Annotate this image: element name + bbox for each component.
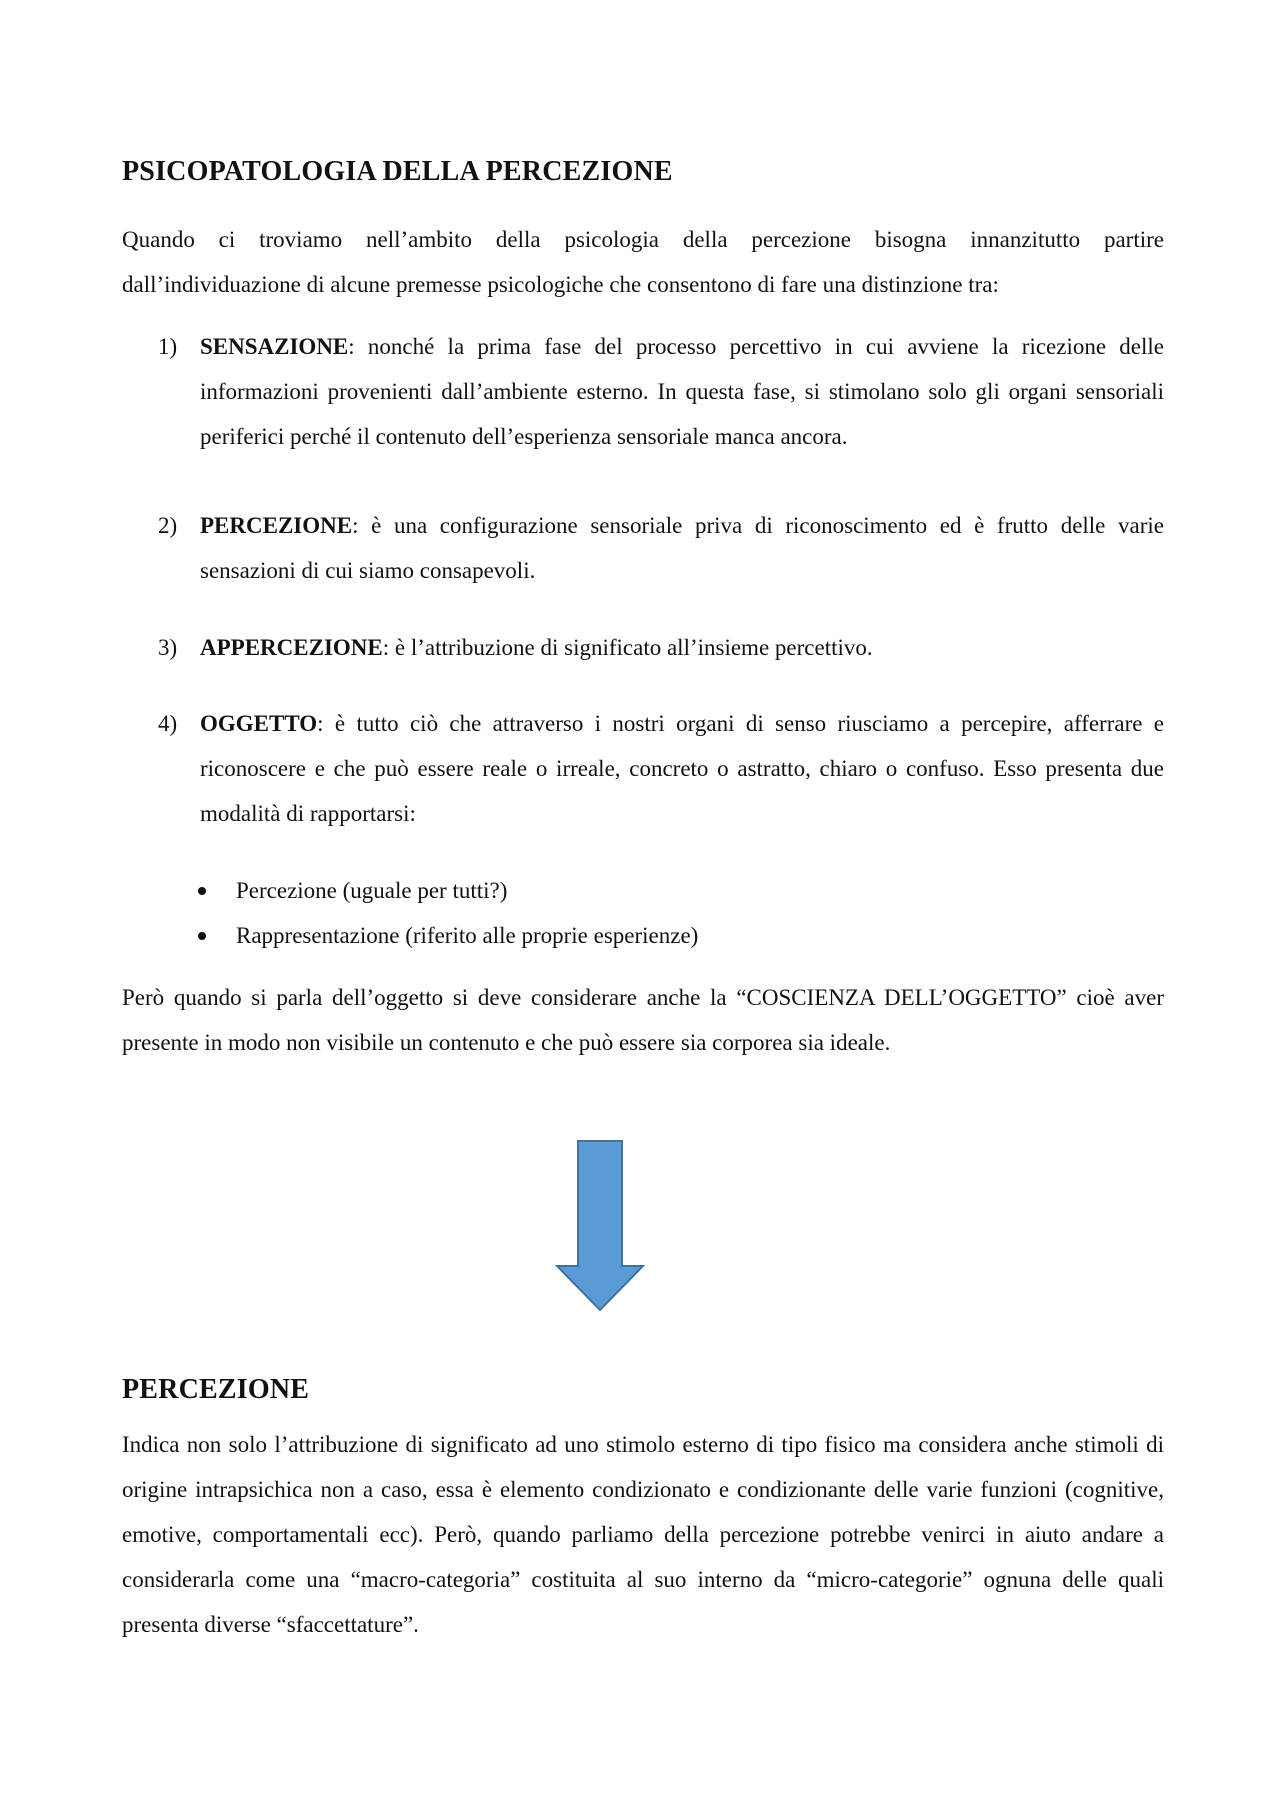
list-item-number: 4) bbox=[158, 711, 178, 736]
list-item-body bbox=[200, 503, 1164, 593]
list-item-term: APPERCEZIONE bbox=[200, 635, 383, 660]
list-item-number: 3) bbox=[158, 635, 178, 660]
bullet-item bbox=[198, 868, 507, 913]
section-title-percezione: PERCEZIONE bbox=[122, 1374, 310, 1405]
page-title: PSICOPATOLOGIA DELLA PERCEZIONE bbox=[122, 156, 673, 187]
list-item-term: SENSAZIONE bbox=[200, 334, 349, 359]
list-item-number: 2) bbox=[158, 513, 178, 538]
bullet-text: Percezione (uguale per tutti?) bbox=[236, 878, 508, 903]
list-item-text: : è tutto ciò che attraverso i nostri organi di senso riusciamo a percepire, afferrare e riconoscere e che può essere reale o irreale, concreto o astratto, chiaro o confuso. Esso presenta due modalità di rapportarsi: bbox=[200, 711, 1164, 826]
list-item-body bbox=[200, 701, 1164, 836]
list-item-term: OGGETTO bbox=[200, 711, 318, 736]
list-item-number: 1) bbox=[158, 334, 178, 359]
percezione-paragraph: Indica non solo l’attribuzione di significato ad uno stimolo esterno di tipo fisico ma considera anche stimoli di origine intrapsichica non a caso, essa è elemento condizionato e condizionante delle varie funzioni (cognitive, emotive, comportamentali ecc). Però, quando parliamo della percezione potrebbe venirci in aiuto andare a considerarla come una “macro-categoria” costituita al suo interno da “micro-categorie” ognuna delle quali presenta diverse “sfaccettature”. bbox=[122, 1432, 1164, 1637]
bullet-item bbox=[198, 913, 698, 958]
bullet-dot-icon bbox=[198, 932, 206, 940]
intro-paragraph: Quando ci troviamo nell’ambito della psicologia della percezione bisogna innanzitutto partire dall’individuazione di alcune premesse psicologiche che consentono di fare una distinzione tra: bbox=[122, 227, 1164, 297]
bullet-text: Rappresentazione (riferito alle proprie esperienze) bbox=[236, 923, 699, 948]
list-item-text: : è una configurazione sensoriale priva di riconoscimento ed è frutto delle varie sensazioni di cui siamo consapevoli. bbox=[200, 513, 1164, 583]
list-item-text: : è l’attribuzione di significato all’insieme percettivo. bbox=[382, 635, 873, 660]
list-item-percezione bbox=[158, 503, 1164, 593]
list-item-sensazione bbox=[158, 324, 1164, 459]
list-item-text: : nonché la prima fase del processo percettivo in cui avviene la ricezione delle informazioni provenienti dall’ambiente esterno. In questa fase, si stimolano solo gli organi sensoriali periferici perché il contenuto dell’esperienza sensoriale manca ancora. bbox=[200, 334, 1164, 449]
coscienza-paragraph: Però quando si parla dell’oggetto si deve considerare anche la “COSCIENZA DELL’OGGETTO” cioè aver presente in modo non visibile un contenuto e che può essere sia corporea sia ideale. bbox=[122, 985, 1164, 1055]
down-arrow-icon bbox=[555, 1140, 645, 1312]
list-item-appercezione bbox=[158, 625, 1164, 670]
list-item-body bbox=[200, 324, 1164, 459]
bullet-dot-icon bbox=[198, 887, 206, 895]
list-item-oggetto bbox=[158, 701, 1164, 836]
list-item-body bbox=[200, 625, 1164, 670]
list-item-term: PERCEZIONE bbox=[200, 513, 353, 538]
